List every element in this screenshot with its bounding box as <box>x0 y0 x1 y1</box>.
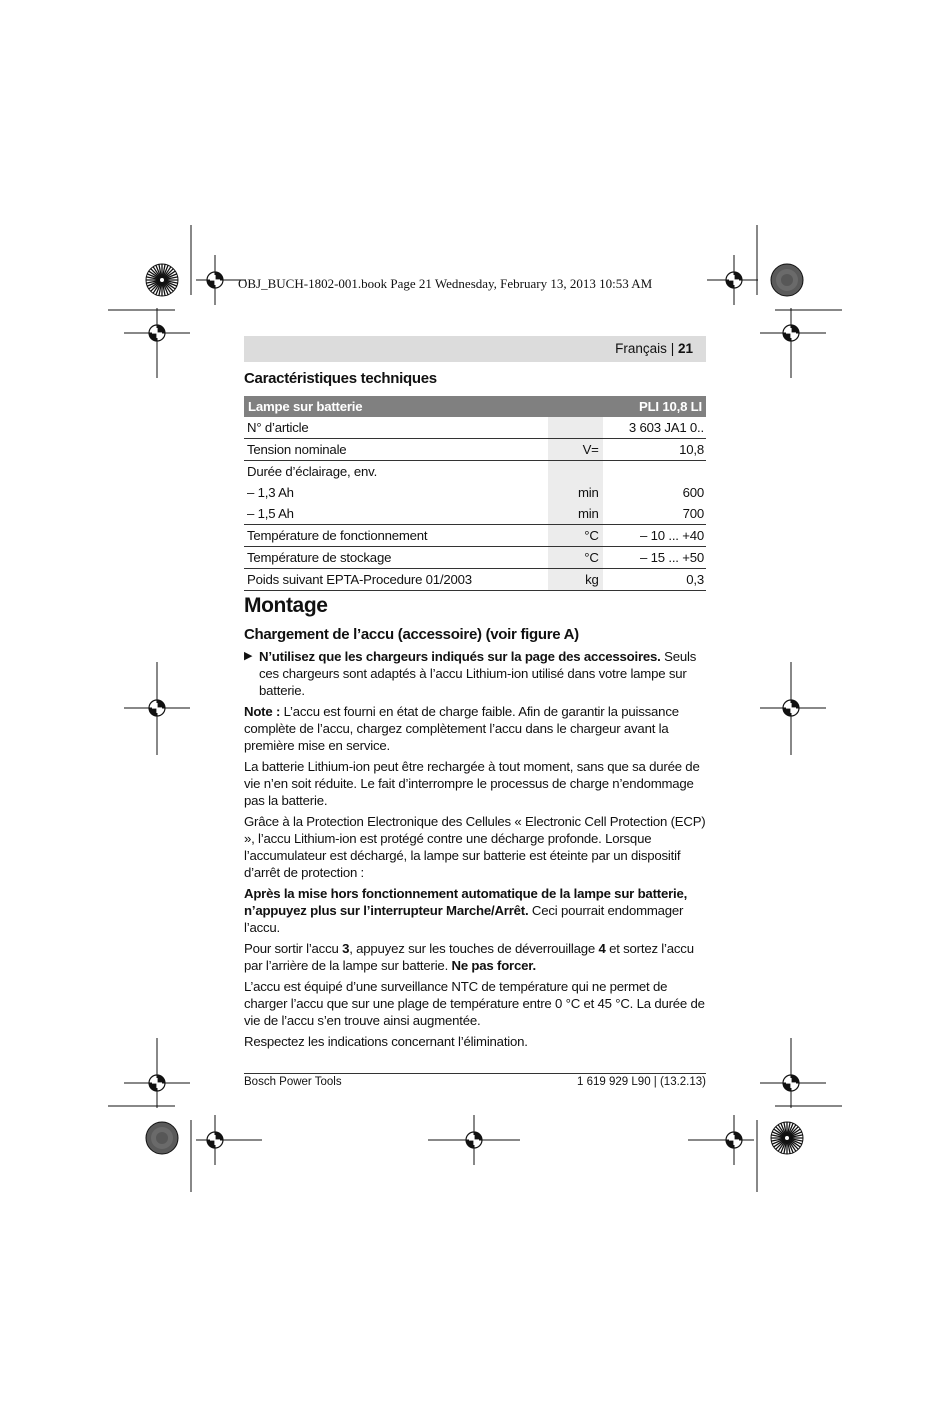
header-text <box>615 341 693 356</box>
warning-bullet <box>244 648 706 699</box>
spec-value: – 15 ... +50 <box>603 547 706 569</box>
text-run: Pour sortir l’accu <box>244 941 343 956</box>
spec-name: Température de fonctionnement <box>244 525 548 547</box>
spec-unit: min <box>548 482 603 503</box>
paragraph: La batterie Lithium-ion peut être rechargée à tout moment, sans que sa durée de vie n’en soit réduite. Le fait d’interrompre le processus de charge n’endommage pas la batterie. <box>244 759 700 808</box>
spec-value: 600 <box>682 485 704 500</box>
table-row <box>244 439 706 461</box>
triangle-bullet-icon: ▶ <box>244 650 253 662</box>
paragraph: L’accu est équipé d’une surveillance NTC de température qui ne permet de charger l’accu que sur une plage de température entre 0 °C et 45 °C. La durée de vie de l’accu s’en trouve ainsi augmentée. <box>244 979 705 1028</box>
bullet-bold: N’utilisez que les chargeurs indiqués sur la page des accessoires. <box>259 649 661 664</box>
text-run: , appuyez sur les touches de déverrouillage <box>349 941 599 956</box>
specs-header-row <box>244 396 706 417</box>
spec-name: Durée d’éclairage, env. <box>247 464 378 479</box>
bullet-text: Seuls ces chargeurs sont adaptés à l’accu Lithium-ion utilisé dans votre lampe sur batterie. <box>259 649 697 698</box>
table-row <box>244 461 706 483</box>
page-header <box>244 336 706 362</box>
spec-value: 3 603 JA1 0.. <box>603 417 706 439</box>
main-content <box>244 366 706 1054</box>
spec-name: Poids suivant EPTA-Procedure 01/2003 <box>244 569 548 591</box>
spec-unit: kg <box>548 569 603 591</box>
note-paragraph <box>244 703 706 754</box>
spec-value: 10,8 <box>603 439 706 461</box>
spec-unit: °C <box>548 525 603 547</box>
table-row <box>244 417 706 439</box>
spec-unit <box>548 417 603 439</box>
paragraph: Grâce à la Protection Electronique des Cellules « Electronic Cell Protection (ECP) », l’accu Lithium-ion est protégé contre une décharge profonde. Lorsque l’accumulateur est déchargé, la lampe sur batterie est éteinte par un dispositif d’arrêt de protection : <box>244 814 706 880</box>
spec-value: 0,3 <box>603 569 706 591</box>
specs-heading: Caractéristiques techniques <box>244 370 437 387</box>
warning-text: Ceci pourrait endommager l’accu. <box>244 903 684 935</box>
spec-name: Température de stockage <box>244 547 548 569</box>
table-row <box>244 503 706 525</box>
ref-number: 4 <box>598 941 606 956</box>
section-title: Montage <box>244 594 328 617</box>
spec-value: – 10 ... +40 <box>603 525 706 547</box>
header-separator: | <box>670 341 675 356</box>
removal-paragraph <box>244 940 706 974</box>
warning-bold: Après la mise hors fonctionnement automatique de la lampe sur batterie, n’appuyez plus sur l’interrupteur Marche/Arrêt. <box>244 886 688 918</box>
spec-unit: °C <box>548 547 603 569</box>
table-row <box>244 569 706 591</box>
note-text: L’accu est fourni en état de charge faible. Afin de garantir la puissance complète de l’accu, chargez complètement l’accu dans le chargeur avant la première mise en service. <box>244 704 679 753</box>
spec-unit: V= <box>548 439 603 461</box>
bold-run: Ne pas forcer. <box>451 958 536 973</box>
spec-unit <box>548 461 603 483</box>
spec-value <box>603 461 706 483</box>
header-language: Français <box>615 341 667 356</box>
specs-col-label: Lampe sur batterie <box>244 396 603 417</box>
ref-number: 3 <box>342 941 350 956</box>
spec-name: Tension nominale <box>244 439 548 461</box>
page-number: 21 <box>677 341 693 356</box>
print-info-line: OBJ_BUCH-1802-001.book Page 21 Wednesday, February 13, 2013 10:53 AM <box>238 276 653 291</box>
table-row <box>244 525 706 547</box>
table-row <box>244 547 706 569</box>
spec-value: 700 <box>603 503 706 525</box>
subsection-title: Chargement de l’accu (accessoire) (voir figure A) <box>244 626 579 643</box>
paragraph: Respectez les indications concernant l’élimination. <box>244 1034 528 1049</box>
specs-col-model: PLI 10,8 LI <box>603 396 706 417</box>
text-run: et sortez l’accu par l’arrière de la lampe sur batterie. <box>244 941 694 973</box>
specs-table <box>244 396 706 591</box>
footer-publisher: Bosch Power Tools <box>244 1076 342 1088</box>
spec-name: – 1,5 Ah <box>244 503 548 525</box>
footer-divider <box>244 1073 706 1074</box>
warning-paragraph <box>244 885 706 936</box>
spec-name: – 1,3 Ah <box>247 485 294 500</box>
spec-name: N° d’article <box>244 417 548 439</box>
spec-unit: min <box>548 503 603 525</box>
note-label: Note : <box>244 704 281 719</box>
table-row <box>244 482 706 503</box>
footer-doc-number: 1 619 929 L90 | (13.2.13) <box>577 1076 706 1088</box>
